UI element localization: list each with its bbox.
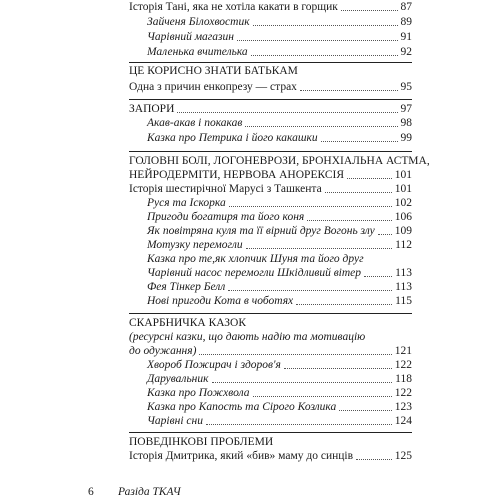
leader-dots: [253, 25, 398, 26]
toc-entry-title: Пригоди богатиря та його коня: [147, 211, 305, 223]
leader-dots: [228, 290, 392, 291]
leader-dots: [199, 354, 391, 355]
leader-dots: [237, 40, 398, 41]
toc-entry-title: Як повітряна куля та її вірний друг Вогонь злу: [147, 225, 375, 237]
leader-dots: [321, 141, 398, 142]
toc-entry-title: Казка про те,як хлопчик Шуня та його друг: [147, 253, 364, 265]
toc-entry: [129, 449, 412, 463]
leader-dots: [177, 112, 397, 113]
toc-entry-page: 98: [400, 117, 412, 129]
toc-entry: [147, 131, 412, 145]
toc-entry-title: Зайченя Білохвостик: [147, 16, 250, 28]
toc-entry-page: 87: [400, 1, 412, 13]
toc-entry: [147, 196, 412, 210]
leader-dots: [296, 304, 392, 305]
toc-entry-page: 113: [395, 281, 412, 293]
toc-entry-page: 89: [400, 16, 412, 28]
toc-entry: [147, 15, 412, 29]
leader-dots: [246, 248, 393, 249]
toc-entry: [129, 182, 412, 196]
leader-dots: [229, 206, 392, 207]
toc-entry-title: Казка про Петрика і його какашки: [147, 132, 318, 144]
toc-entry: [147, 224, 412, 238]
toc-entry-page: 113: [395, 267, 412, 279]
toc-entry-page: 99: [400, 132, 412, 144]
toc-entry-page: 122: [394, 359, 412, 371]
section-divider: [129, 313, 412, 314]
toc-entry: [147, 210, 412, 224]
toc-entry-page: 109: [394, 225, 412, 237]
section-heading-entry: [129, 168, 412, 182]
leader-dots: [245, 126, 397, 127]
toc-entry-title: Чарівний насос перемогли Шкідливий вітер: [147, 267, 362, 279]
section-subheading-line2: до одужання): [129, 345, 197, 357]
toc-entry-page: 124: [394, 415, 412, 427]
section-heading: ГОЛОВНІ БОЛІ, ЛОГОНЕВРОЗИ, БРОНХІАЛЬНА АСТМА,: [129, 155, 430, 167]
leader-dots: [339, 410, 391, 411]
section-heading-entry: [129, 102, 412, 116]
leader-dots: [325, 192, 392, 193]
toc-entry-page: 92: [400, 46, 412, 58]
toc-entry: [147, 386, 412, 400]
toc-entry-title: Чарівні сни: [147, 415, 203, 427]
toc-entry-title: Акав-акав і покакав: [147, 117, 243, 129]
toc-entry: [147, 372, 412, 386]
leader-dots: [251, 55, 398, 56]
toc-entry-title: Хвороб Пожирач і здоров'я: [147, 359, 281, 371]
toc-entry-page: 123: [394, 401, 412, 413]
toc-entry-page: 95: [400, 81, 412, 93]
toc-entry: [147, 414, 412, 428]
section-subheading: (ресурсні казки, що дають надію та мотивацію: [129, 331, 366, 343]
toc-entry-title: Історія Тані, яка не хотіла какати в горщик: [129, 1, 338, 13]
toc-entry-title: Історія шестирічної Марусі з Ташкента: [129, 183, 322, 195]
leader-dots: [212, 382, 393, 383]
toc-entry-title: Одна з причин енкопрезу — страх: [129, 81, 297, 93]
toc-entry: [147, 294, 412, 308]
toc-entry-page: 106: [394, 211, 412, 223]
toc-entry-title: Казка про Пожхвола: [147, 387, 250, 399]
toc-entry: [129, 0, 412, 14]
section-heading: ЦЕ КОРИСНО ЗНАТИ БАТЬКАМ: [129, 65, 298, 77]
toc-entry: [147, 45, 412, 59]
toc-entry-title: Фея Тінкер Белл: [147, 281, 226, 293]
leader-dots: [307, 220, 392, 221]
leader-dots: [378, 234, 392, 235]
toc-entry-title: Казка про Капость та Сірого Козлика: [147, 401, 337, 413]
section-heading: ЗАПОРИ: [129, 103, 175, 115]
toc-entry-title: Історія Дмитрика, який «бив» маму до синців: [129, 450, 354, 462]
running-head: Разіда ТКАЧ: [118, 486, 181, 498]
section-heading: СКАРБНИЧКА КАЗОК: [129, 317, 247, 329]
toc-entry-page: 121: [394, 345, 412, 357]
toc-entry-title: Мотузку перемогли: [147, 239, 243, 251]
leader-dots: [206, 424, 392, 425]
leader-dots: [300, 90, 398, 91]
toc-entry-title: Дарувальник: [147, 373, 209, 385]
toc-entry-page: 97: [400, 103, 412, 115]
toc-entry-page: 112: [395, 239, 412, 251]
toc-entry-page: 118: [395, 373, 412, 385]
toc-entry-title: Руся та Іскорка: [147, 197, 226, 209]
section-subheading-entry: [129, 344, 412, 358]
toc-entry: [147, 400, 412, 414]
section-divider: [129, 62, 412, 63]
toc-entry: [147, 238, 412, 252]
toc-entry: [147, 30, 412, 44]
toc-entry-page: 101: [394, 169, 412, 181]
toc-entry: [129, 80, 412, 94]
leader-dots: [347, 178, 392, 179]
toc-entry-page: 102: [394, 197, 412, 209]
toc-entry-page: 122: [394, 387, 412, 399]
section-heading-line2: НЕЙРОДЕРМІТИ, НЕРВОВА АНОРЕКСІЯ: [129, 169, 345, 181]
toc-entry: [147, 116, 412, 130]
section-heading: ПОВЕДІНКОВІ ПРОБЛЕМИ: [129, 436, 274, 448]
page-number: 6: [88, 486, 94, 498]
toc-entry: [147, 280, 412, 294]
section-divider: [129, 432, 412, 433]
toc-entry-title: Чарівний магазин: [147, 31, 234, 43]
leader-dots: [356, 459, 392, 460]
toc-entry: [147, 358, 412, 372]
toc-entry-page: 125: [394, 450, 412, 462]
toc-entry-title: Нові пригоди Кота в чоботях: [147, 295, 294, 307]
leader-dots: [364, 276, 392, 277]
toc-entry-page: 101: [394, 183, 412, 195]
leader-dots: [253, 396, 392, 397]
toc-entry: [147, 266, 412, 280]
toc-entry-page: 91: [400, 31, 412, 43]
toc-entry-page: 115: [395, 295, 412, 307]
leader-dots: [341, 10, 398, 11]
leader-dots: [284, 368, 392, 369]
section-divider: [129, 151, 412, 152]
toc-entry-title: Маленька вчителька: [147, 46, 248, 58]
section-divider: [129, 99, 412, 100]
